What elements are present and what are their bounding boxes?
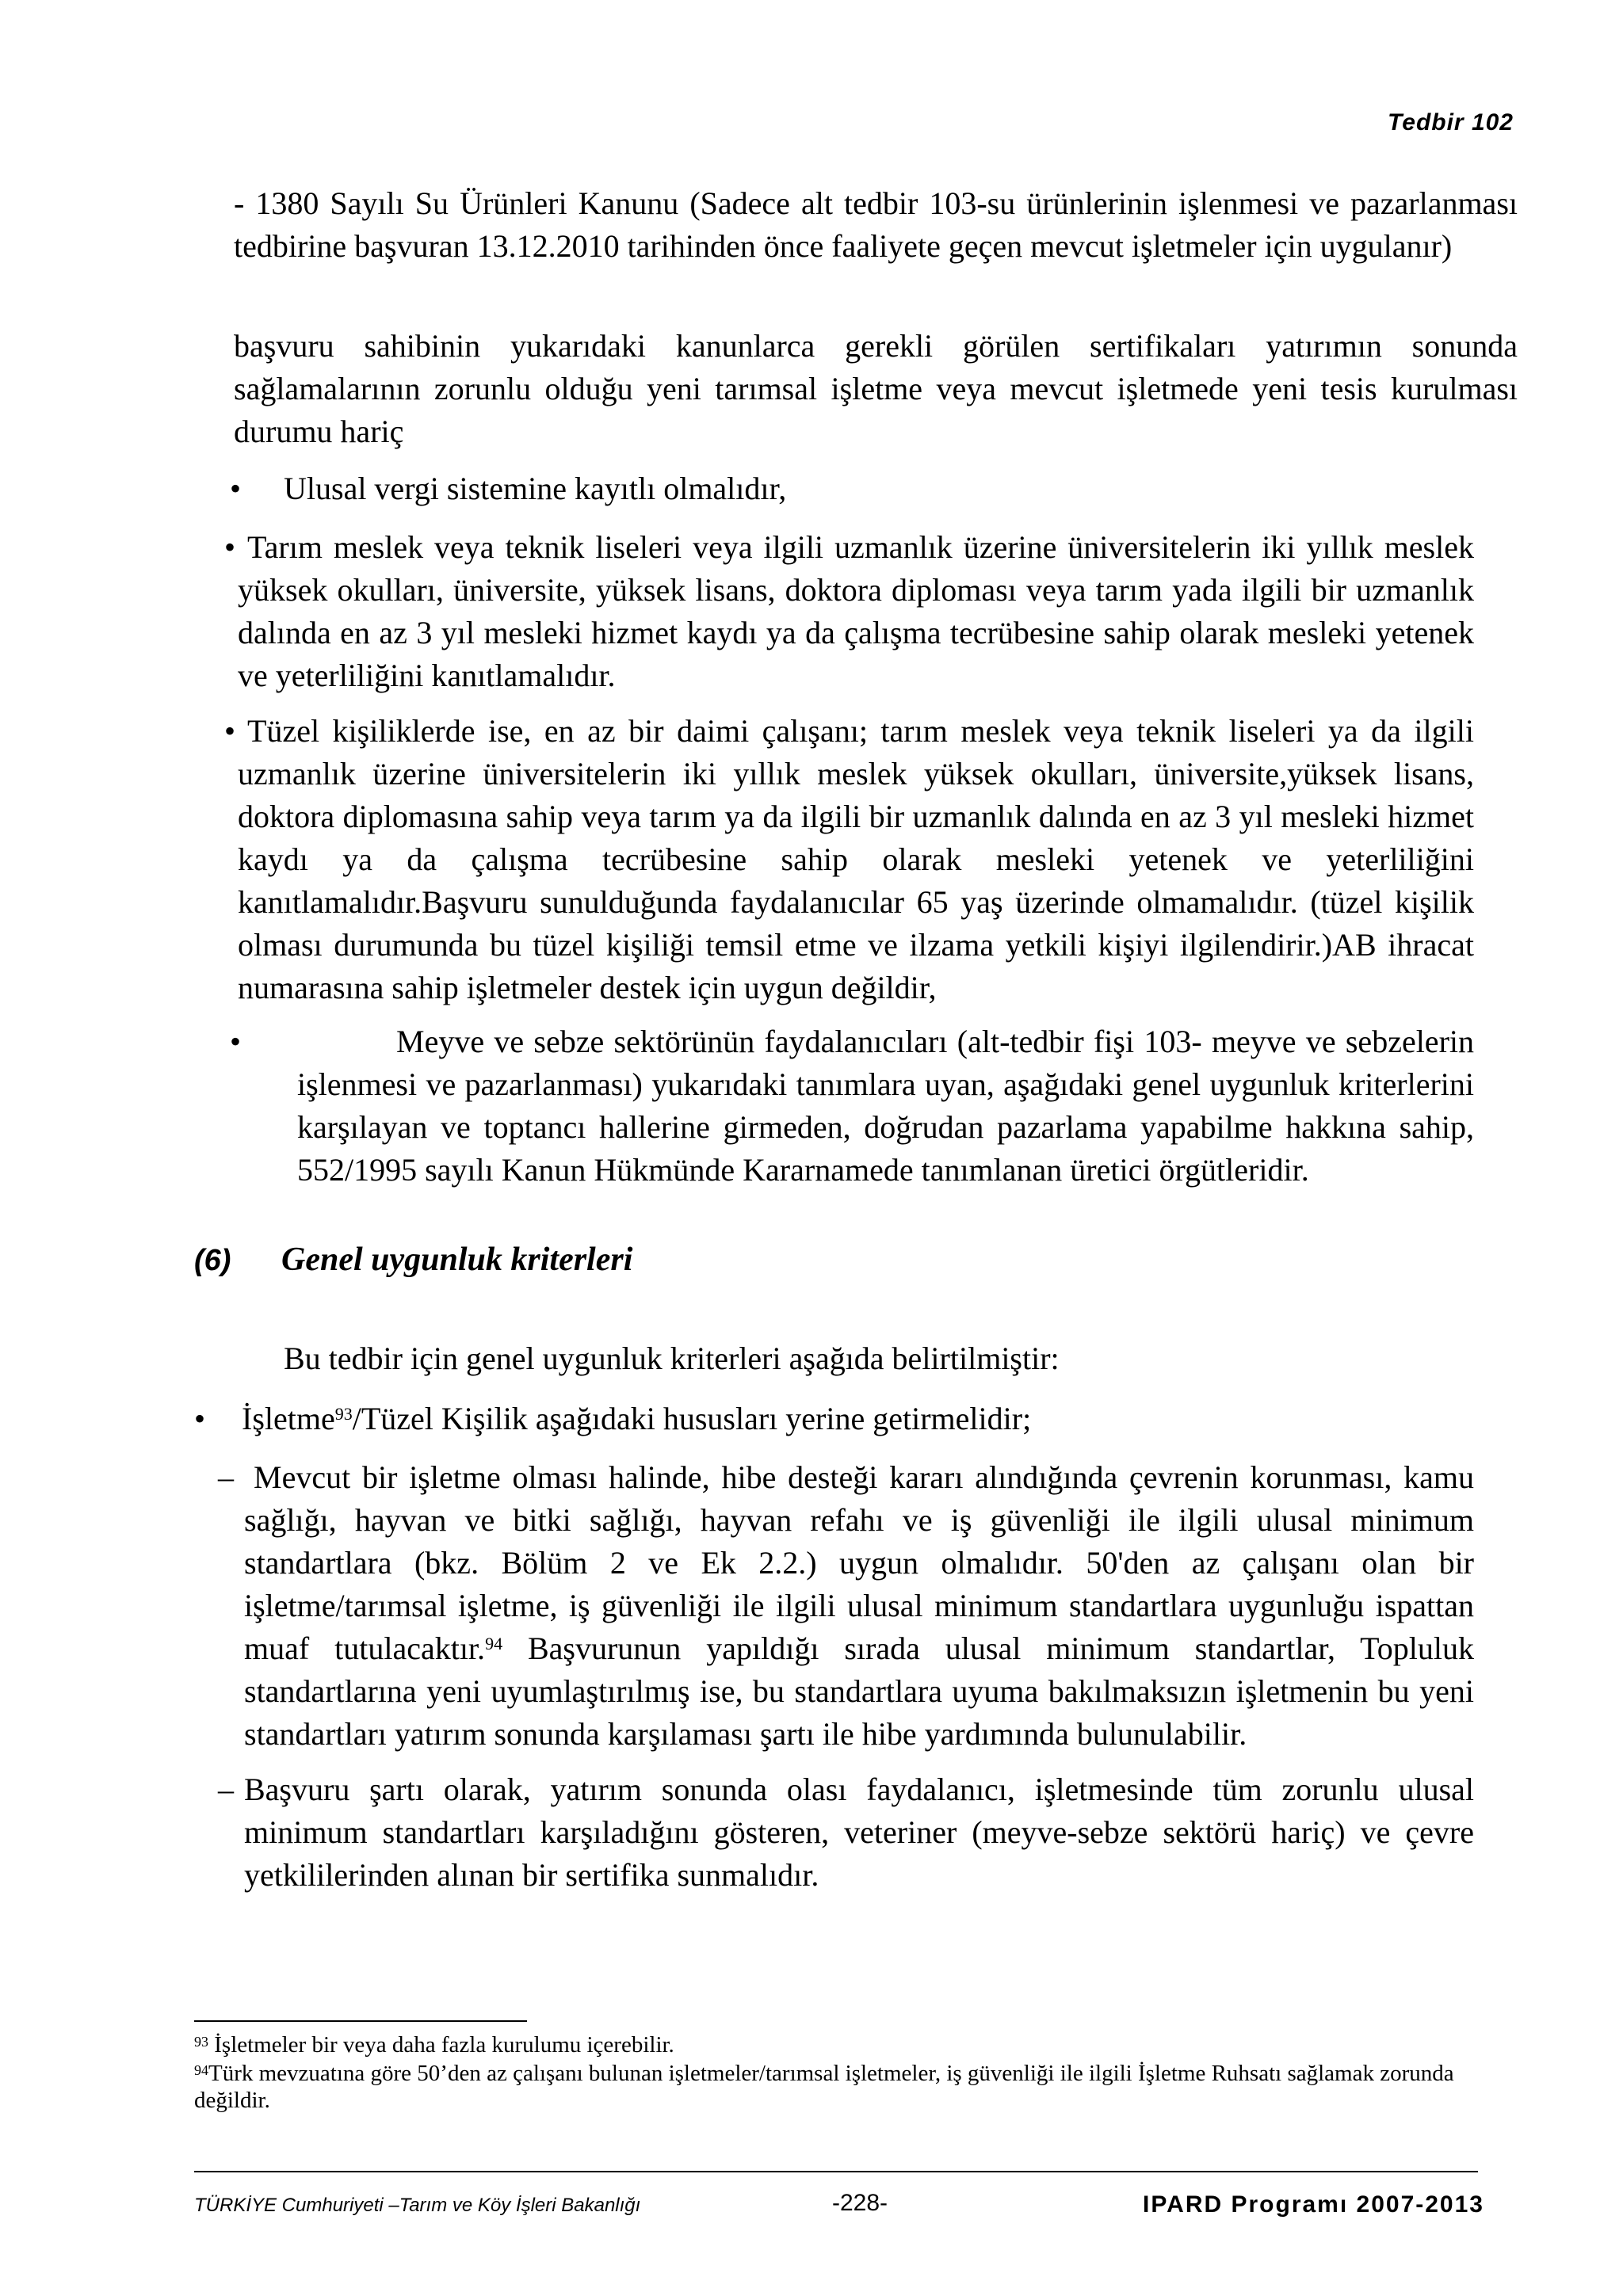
bullet-dot: • (224, 529, 236, 565)
bullet-dot: • (230, 471, 242, 506)
footnote-93: $^{93}$ İşletmeler bir veya daha fazla kurulumu içerebilir. (194, 2032, 674, 2058)
footnote-separator (194, 2020, 527, 2022)
footer-separator (194, 2171, 1478, 2172)
footer-program: IPARD Programı 2007-2013 (1143, 2191, 1484, 2218)
dash-item-certificate: Başvuru şartı olarak, yatırım sonunda olası faydalanıcı, işletmesinde tüm zorunlu ulusal minimum standartları karşıladığını gösteren, veteriner (meyve-sebze sektörü hariç) ve çevre yetkililerinden alınan bir sertifika sunmalıdır. (244, 1772, 1474, 1893)
bullet-item-tax: Ulusal vergi sistemine kayıtlı olmalıdır, (284, 471, 787, 506)
enterprise-bullet-pre: İşletme (242, 1401, 335, 1436)
dash-item-existing-enterprise (244, 1456, 1474, 1756)
bullet-item-qualification: Tarım meslek veya teknik liseleri veya ilgili uzmanlık üzerine üniversitelerin iki yıllık meslek yüksek okulları, üniversite, yüksek lisans, doktora diploması veya tarım yada ilgili bir uzmanlık dalında en az 3 yıl mesleki hizmet kaydı ya da çalışma tecrübesine sahip olarak mesleki yetenek ve yeterliliğini kanıtlamalıdır. (238, 529, 1474, 693)
section-title: Genel uygunluk kriterleri (281, 1241, 633, 1278)
page-header-title: Tedbir 102 (1388, 109, 1514, 135)
dash-item-1-post: Başvurunun yapıldığı sırada ulusal minimum standartlar, Topluluk standartlarına yeni uyumlaştırılmış ise, bu standartlara uyuma bakılmaksızın işletmenin bu yeni standartları yatırım sonunda karşılaması şartı ile hibe yardımında bulunulabilir. (244, 1630, 1475, 1752)
bullet-dot: • (224, 713, 236, 749)
footnote-94: $^{94}$Türk mevzuatına göre 50’den az çalışanı bulunan işletmeler/tarımsal işletmeler, iş güvenliği ile ilgili İşletme Ruhsatı sağlamak zorunda değildir. (194, 2061, 1454, 2113)
dash-item-1-pre: Mevcut bir işletme olması halinde, hibe desteği kararı alındığında çevrenin korunması, kamu sağlığı, hayvan ve bitki sağlığı, hayvan refahı ve iş güvenliği ile ilgili ulusal minimum standartlara (bkz. Bölüm 2 ve Ek 2.2.) uygun olmalıdır. 50'den az çalışanı olan bir işletme/tarımsal işletme, iş güvenliği ile ilgili ulusal minimum standartlara uygunluğu ispattan muaf tutulacaktır. (244, 1459, 1474, 1666)
footnote-ref-93: 93 (334, 1404, 353, 1424)
dash-marker: – (218, 1772, 234, 1807)
enterprise-bullet (242, 1398, 1031, 1440)
dash-marker: – (218, 1459, 234, 1495)
footer-ministry: TÜRKİYE Cumhuriyeti –Tarım ve Köy İşleri Bakanlığı (194, 2195, 641, 2216)
bullet-item-fruit-veg: Meyve ve sebze sektörünün faydalanıcıları (alt-tedbir fişi 103- meyve ve sebzelerin işlenmesi ve pazarlanması) yukarıdaki tanımlara uyan, aşağıdaki genel uygunluk kriterlerini karşılayan ve toptancı hallerine girmeden, doğrudan pazarlama yapabilme hakkına sahip, 552/1995 sayılı Kanun Hükmünde Kararnamede tanımlanan üretici örgütleridir. (297, 1024, 1474, 1188)
page-number: -228- (832, 2190, 888, 2216)
bullet-item-legal-entity: Tüzel kişiliklerde ise, en az bir daimi çalışanı; tarım meslek veya teknik liseleri ya da ilgili uzmanlık üzerine üniversitelerin iki yıllık meslek yüksek okulları, üniversite,yüksek lisans, doktora diplomasına sahip veya tarım ya da ilgili bir uzmanlık dalında en az 3 yıl mesleki hizmet kaydı ya da çalışma tecrübesine sahip olarak mesleki yetenek ve yeterliliğini kanıtlamalıdır.Başvuru sunulduğunda faydalanıcılar 65 yaş üzerinde olmamalıdır. (tüzel kişilik olması durumunda bu tüzel kişiliği temsil etme ve ilzama yetkili kişiyi ilgilendirir.)AB ihracat numarasına sahip işletmeler destek için uygun değildir, (238, 713, 1474, 1005)
exception-paragraph: başvuru sahibinin yukarıdaki kanunlarca gerekli görülen sertifikaları yatırımın sonunda sağlamalarının zorunlu olduğu yeni tarımsal işletme veya mevcut işletmede yeni tesis kurulması durumu hariç (234, 328, 1518, 449)
footnote-ref-94: 94 (485, 1634, 503, 1653)
bullet-dot: • (230, 1024, 242, 1059)
law-item: - 1380 Sayılı Su Ürünleri Kanunu (Sadece alt tedbir 103-su ürünlerinin işlenmesi ve pazarlanması tedbirine başvuran 13.12.2010 tarihinden önce faaliyete geçen mevcut işletmeler için uygulanır) (234, 185, 1518, 264)
section-intro: Bu tedbir için genel uygunluk kriterleri aşağıda belirtilmiştir: (284, 1341, 1060, 1376)
section-number: (6) (194, 1244, 231, 1277)
enterprise-bullet-post: /Tüzel Kişilik aşağıdaki hususları yerine getirmelidir; (352, 1401, 1032, 1436)
bullet-dot: • (194, 1401, 206, 1436)
